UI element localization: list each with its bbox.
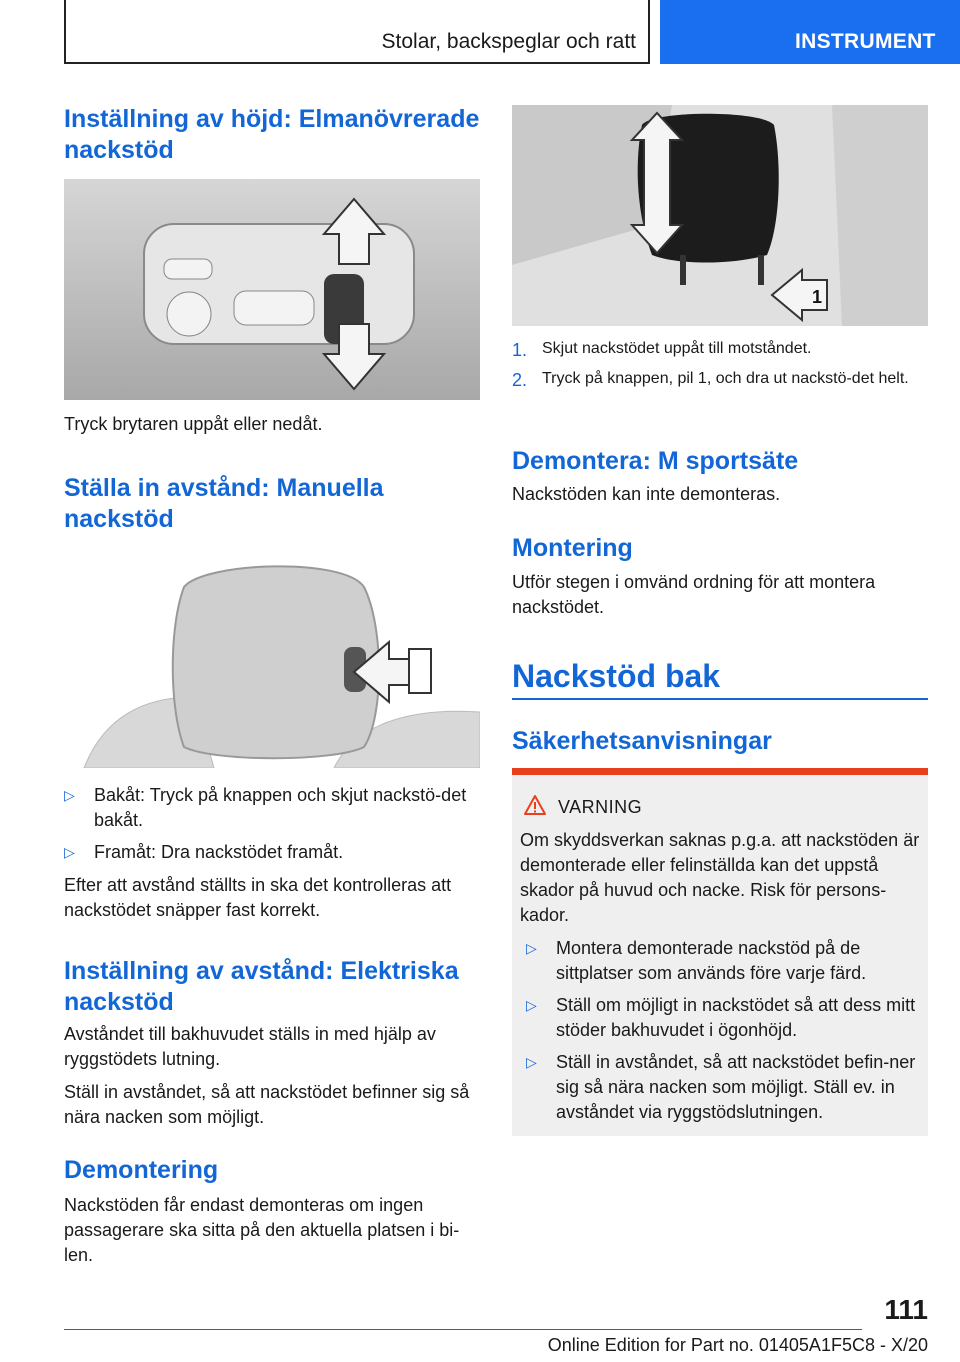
text-distance-electric-1: Avståndet till bakhuvudet ställs in med hjälp av ryggstödets lutning. — [64, 1024, 436, 1069]
triangle-right-outline-icon: ▷ — [64, 787, 75, 803]
footer-edition: Online Edition for Part no. 01405A1F5C8 - X/20 — [547, 1335, 928, 1355]
triangle-right-outline-icon: ▷ — [526, 940, 537, 956]
headrest-manual-illustration — [64, 547, 480, 768]
heading-mount: Montering — [512, 534, 633, 562]
triangle-right-outline-icon: ▷ — [64, 844, 75, 860]
seat-switch-illustration — [64, 179, 480, 400]
list-item: ▷ Framåt: Dra nackstödet framåt. — [64, 840, 484, 865]
list-item: 1. Skjut nackstödet uppåt till motståndet. — [512, 340, 812, 360]
text-remove-m: Nackstöden kan inte demonteras. — [512, 484, 781, 504]
list-item: ▷ Montera demonterade nackstöd på de sittplatser som används före varje färd. — [526, 938, 867, 983]
text-after-manual: Efter att avstånd ställts in ska det kontrolleras att nackstödet snäpper fast korrekt. — [64, 875, 452, 920]
warning-title: VARNING — [558, 797, 643, 817]
headrest-rear-illustration — [512, 105, 928, 326]
heading-safety: Säkerhetsanvisningar — [512, 727, 772, 755]
list-item: 2. Tryck på knappen, pil 1, och dra ut nackstö-det helt. — [512, 370, 909, 390]
image-callout-1: 1 — [812, 287, 823, 307]
warning-top-bar — [512, 768, 928, 775]
triangle-right-outline-icon: ▷ — [526, 1054, 537, 1070]
section-title: Stolar, backspeglar och ratt — [381, 30, 636, 53]
text-distance-electric-2: Ställ in avståndet, så att nackstödet befinner sig så nära nacken som möjligt. — [64, 1082, 470, 1127]
list-item: ▷ Ställ in avståndet, så att nackstödet befin-ner sig så nära nacken som möjligt. Ställ ev. in avståndet via ryggstödslutningen. — [526, 1052, 916, 1122]
warning-text: Om skyddsverkan saknas p.g.a. att nackstöden är demonterade eller felinställda kan det uppstå skador på huvud och nacke. Risk för persons-kador. — [520, 830, 920, 925]
warning-triangle-icon — [523, 794, 547, 816]
text-mount: Utför stegen i omvänd ordning för att montera nackstödet. — [512, 572, 876, 617]
heading-remove-m: Demontera: M sportsäte — [512, 447, 799, 475]
triangle-right-outline-icon: ▷ — [526, 997, 537, 1013]
list-item: ▷ Bakåt: Tryck på knappen och skjut nackstö-det bakåt. — [64, 785, 467, 830]
text-height-electric: Tryck brytaren uppåt eller nedåt. — [64, 414, 323, 434]
heading-height-electric: Inställning av höjd: Elmanövrerade nackstöd — [64, 105, 480, 164]
heading-distance-electric: Inställning av avstånd: Elektriska nackstöd — [64, 957, 459, 1016]
chapter-tab[interactable]: INSTRUMENT — [660, 0, 960, 64]
header-separator — [648, 0, 650, 64]
footer-rule — [64, 1329, 862, 1330]
header-bottom-rule — [64, 62, 650, 64]
heading-rear: Nackstöd bak — [512, 658, 721, 694]
heading-removal: Demontering — [64, 1156, 219, 1184]
list-item: ▷ Ställ om möjligt in nackstödet så att dess mitt stöder bakhuvudet i ögonhöjd. — [526, 995, 916, 1040]
page-number: 111 — [884, 1294, 928, 1325]
heading-distance-manual: Ställa in avstånd: Manuella nackstöd — [64, 474, 384, 533]
section-rule — [512, 698, 928, 700]
text-removal: Nackstöden får endast demonteras om ingen passagerare ska sitta på den aktuella platsen i bi-len. — [64, 1195, 460, 1265]
